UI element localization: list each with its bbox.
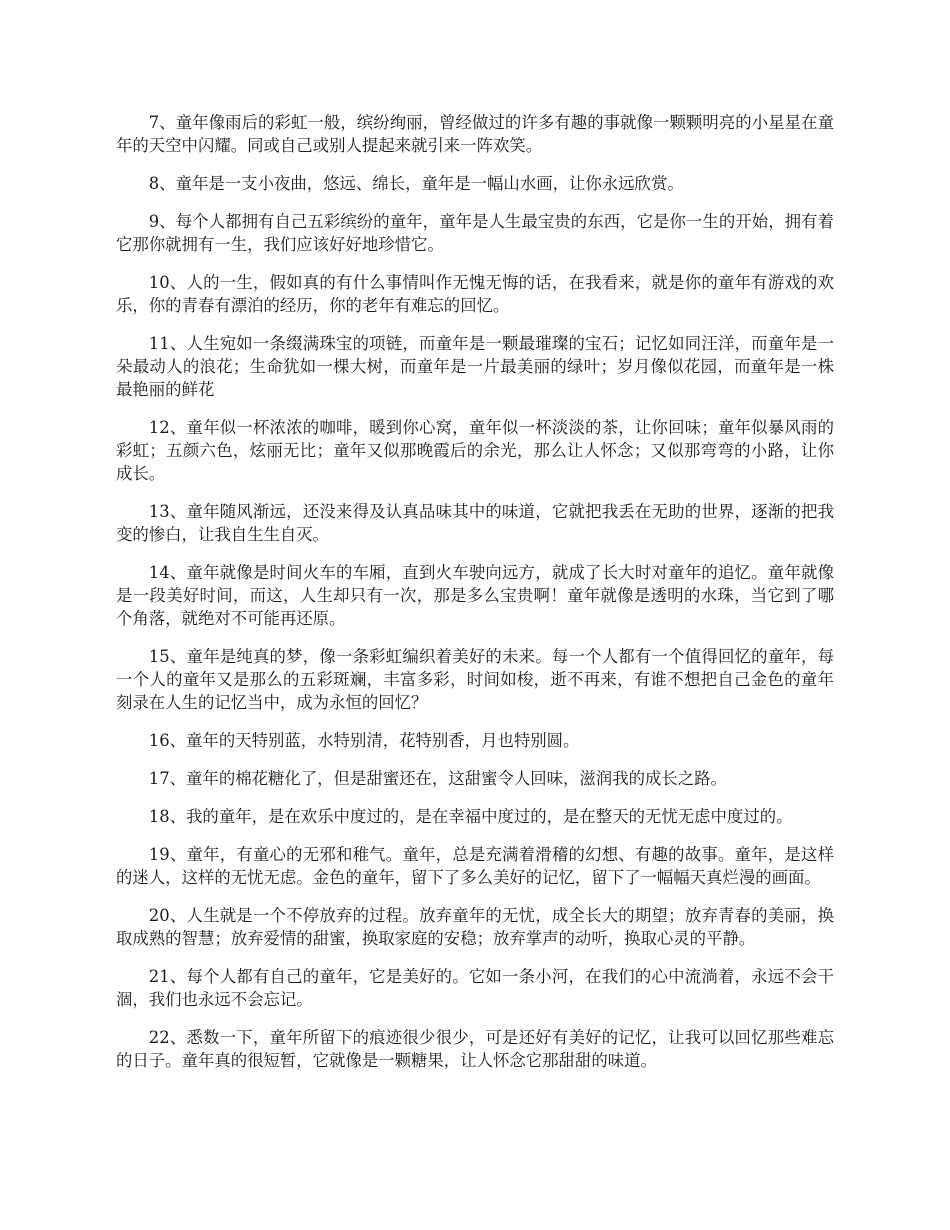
paragraph-8: 8、童年是一支小夜曲，悠远、绵长，童年是一幅山水画，让你永远欣赏。 <box>148 174 684 193</box>
paragraph-18: 18、我的童年，是在欢乐中度过的，是在幸福中度过的，是在整天的无忧无虑中度过的。 <box>148 807 793 826</box>
paragraph-7: 7、童年像雨后的彩虹一般，缤纷绚丽，曾经做过的许多有趣的事就像一颗颗明亮的小星星在童年的天空中闪耀。同或自己或别人提起来就引来一阵欢笑。 <box>116 113 834 155</box>
paragraph-9: 9、每个人都拥有自己五彩缤纷的童年，童年是人生最宝贵的东西，它是你一生的开始，拥有着它那你就拥有一生，我们应该好好地珍惜它。 <box>116 212 834 254</box>
paragraph-10: 10、人的一生，假如真的有什么事情叫作无愧无悔的话，在我看来，就是你的童年有游戏的欢乐，你的青春有漂泊的经历，你的老年有难忘的回忆。 <box>116 273 834 315</box>
paragraph-15: 15、童年是纯真的梦，像一条彩虹编织着美好的未来。每一个人都有一个值得回忆的童年，每一个人的童年又是那么的五彩斑斓，丰富多彩，时间如梭，逝不再来，有谁不想把自己金色的童年刻录在人生的记忆当中，成为永恒的回忆？ <box>116 647 834 712</box>
paragraph-19: 19、童年，有童心的无邪和稚气。童年，总是充满着滑稽的幻想、有趣的故事。童年，是这样的迷人，这样的无忧无虑。金色的童年，留下了多么美好的记忆，留下了一幅幅天真烂漫的画面。 <box>116 845 834 887</box>
paragraph-14: 14、童年就像是时间火车的车厢，直到火车驶向远方，就成了长大时对童年的追忆。童年就像是一段美好时间，而这，人生却只有一次，那是多么宝贵啊！童年就像是透明的水珠，当它到了哪个角落，就绝对不可能再还原。 <box>116 563 834 628</box>
paragraph-22: 22、悉数一下，童年所留下的痕迹很少很少，可是还好有美好的记忆，让我可以回忆那些难忘的日子。童年真的很短暂，它就像是一颗糖果，让人怀念它那甜甜的味道。 <box>116 1028 834 1070</box>
paragraph-12: 12、童年似一杯浓浓的咖啡，暖到你心窝，童年似一杯淡淡的茶，让你回味；童年似暴风雨的彩虹；五颜六色，炫丽无比；童年又似那晚霞后的余光，那么让人怀念；又似那弯弯的小路，让你成长。 <box>116 418 834 483</box>
paragraph-16: 16、童年的天特别蓝，水特别清，花特别香，月也特别圆。 <box>148 731 580 750</box>
paragraph-17: 17、童年的棉花糖化了，但是甜蜜还在，这甜蜜令人回味，滋润我的成长之路。 <box>148 769 727 788</box>
paragraph-11: 11、人生宛如一条缀满珠宝的项链，而童年是一颗最璀璨的宝石；记忆如同汪洋，而童年是一朵最动人的浪花；生命犹如一棵大树，而童年是一片最美丽的绿叶；岁月像似花园，而童年是一株最艳丽的鲜花 <box>116 334 834 399</box>
document-body <box>116 111 834 1087</box>
paragraph-20: 20、人生就是一个不停放弃的过程。放弃童年的无忧，成全长大的期望；放弃青春的美丽，换取成熟的智慧；放弃爱情的甜蜜，换取家庭的安稳；放弃掌声的动听，换取心灵的平静。 <box>116 906 834 948</box>
paragraph-13: 13、童年随风渐远，还没来得及认真品味其中的味道，它就把我丢在无助的世界，逐渐的把我变的惨白，让我自生生自灭。 <box>116 502 834 544</box>
paragraph-21: 21、每个人都有自己的童年，它是美好的。它如一条小河，在我们的心中流淌着，永远不会干涸，我们也永远不会忘记。 <box>116 967 834 1009</box>
